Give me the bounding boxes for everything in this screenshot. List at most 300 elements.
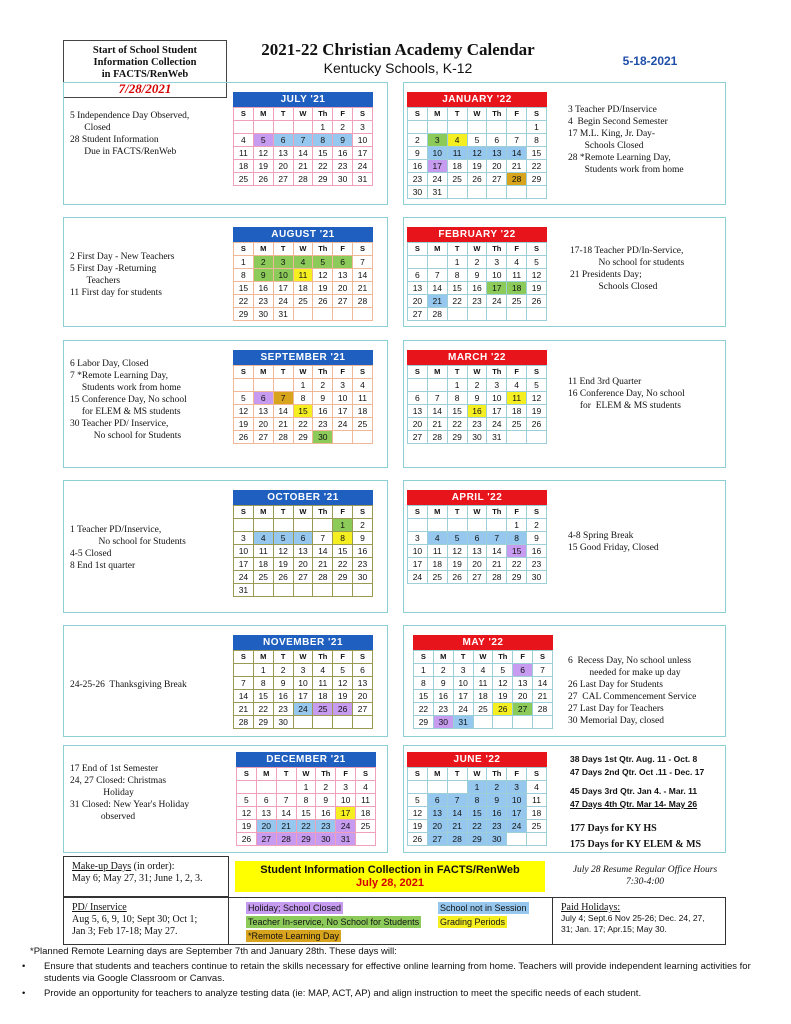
calendar-day: 3: [507, 781, 527, 794]
calendar-day: 4: [473, 664, 493, 677]
notes-april: 4-8 Spring Break 15 Good Friday, Closed: [568, 531, 659, 553]
pd-label: PD/ Inservice: [72, 902, 127, 913]
makeup-label: Make-up Days: [72, 861, 132, 872]
calendar-day: 4: [293, 256, 313, 269]
calendar-day: 25: [507, 418, 527, 431]
calendar-empty-cell: [447, 121, 467, 134]
calendar-day: 4: [427, 532, 447, 545]
calendar-day: 9: [273, 677, 293, 690]
paid-text: July 4; Sept.6 Nov 25-26; Dec. 24, 27, 31; Jan. 17; Apr.15; May 30.: [561, 913, 705, 934]
calendar-day: 8: [447, 392, 467, 405]
calendar-empty-cell: [527, 833, 547, 846]
calendar-day: 12: [447, 545, 467, 558]
weekday-label: S: [408, 243, 428, 256]
calendar-day: 25: [253, 571, 273, 584]
calendar-day: 14: [234, 690, 254, 703]
calendar-day: 26: [253, 173, 273, 186]
calendar-day: 1: [527, 121, 547, 134]
calendar-day: 12: [313, 269, 333, 282]
makeup-suffix: (in order):: [131, 861, 175, 872]
weekday-label: W: [473, 651, 493, 664]
calendar-day: 11: [473, 677, 493, 690]
weekday-label: S: [353, 243, 373, 256]
calendar-day: 26: [527, 295, 547, 308]
weekday-label: S: [234, 108, 254, 121]
calendar-day: 21: [276, 820, 296, 833]
calendar-day: 9: [333, 134, 353, 147]
calendar-day: 1: [293, 379, 313, 392]
calendar-empty-cell: [507, 186, 527, 199]
student-info-line3: in FACTS/RenWeb: [101, 69, 189, 80]
calendar-month: [233, 227, 373, 321]
calendar-day: 11: [507, 392, 527, 405]
calendar-day: 24: [408, 571, 428, 584]
notes-february: 17-18 Teacher PD/In-Service, No school for students 21 Presidents Day; Schools Closed: [570, 246, 685, 292]
calendar-day: 8: [467, 794, 487, 807]
calendar-day: 5: [313, 256, 333, 269]
calendar-day: 26: [313, 295, 333, 308]
calendar-day: 12: [527, 392, 547, 405]
calendar-day: 20: [353, 690, 373, 703]
calendar-day: 29: [253, 716, 273, 729]
calendar-day: 5: [527, 256, 547, 269]
notes-august: 2 First Day - New Teachers 5 First Day -Returning Teachers 11 First day for students: [70, 252, 175, 298]
calendar-day: 28: [293, 173, 313, 186]
calendar-day: 13: [333, 269, 353, 282]
calendar-day: 25: [427, 571, 447, 584]
calendar-empty-cell: [487, 519, 507, 532]
calendar-day: 7: [533, 664, 553, 677]
student-info-line2: Information Collection: [93, 57, 197, 68]
makeup-text: May 6; May 27, 31; June 1, 2, 3.: [72, 873, 203, 884]
calendar-day: 5: [493, 664, 513, 677]
student-info-banner: [235, 861, 545, 892]
calendar-day: 17: [333, 405, 353, 418]
calendar-day: 27: [408, 431, 428, 444]
calendar-day: 29: [234, 308, 254, 321]
weekday-label: W: [467, 366, 487, 379]
calendar-day: 26: [333, 703, 353, 716]
calendar-day: 6: [427, 794, 447, 807]
calendar-empty-cell: [293, 121, 313, 134]
calendar-empty-cell: [507, 121, 527, 134]
calendar-empty-cell: [527, 186, 547, 199]
calendar-day: 18: [527, 807, 547, 820]
calendar-empty-cell: [408, 519, 428, 532]
calendar-day: 14: [353, 269, 373, 282]
weekday-label: T: [273, 243, 293, 256]
month-title: OCTOBER '21: [233, 490, 373, 505]
calendar-day: 29: [507, 571, 527, 584]
calendar-day: 18: [293, 282, 313, 295]
calendar-day: 12: [408, 807, 428, 820]
calendar-empty-cell: [234, 519, 254, 532]
calendar-day: 31: [353, 173, 373, 186]
weekday-label: S: [353, 651, 373, 664]
calendar-day: 24: [353, 160, 373, 173]
calendar-day: 31: [427, 186, 447, 199]
calendar-day: 26: [527, 418, 547, 431]
calendar-day: 4: [507, 256, 527, 269]
calendar-day: 13: [273, 147, 293, 160]
calendar-day: 15: [467, 807, 487, 820]
calendar-day: 25: [356, 820, 376, 833]
weekday-label: T: [447, 506, 467, 519]
calendar-day: 26: [234, 431, 254, 444]
weekday-label: Th: [313, 651, 333, 664]
calendar-day: 5: [273, 532, 293, 545]
calendar-day: 11: [427, 545, 447, 558]
calendar-day: 6: [333, 256, 353, 269]
calendar-day: 21: [353, 282, 373, 295]
calendar-day: 2: [253, 256, 273, 269]
weekday-label: S: [234, 651, 254, 664]
weekday-label: F: [513, 651, 533, 664]
month-title: FEBRUARY '22: [407, 227, 547, 242]
calendar-day: 24: [453, 703, 473, 716]
weekday-label: S: [353, 108, 373, 121]
calendar-empty-cell: [253, 121, 273, 134]
calendar-day: 3: [353, 121, 373, 134]
calendar-empty-cell: [487, 186, 507, 199]
calendar-day: 5: [447, 532, 467, 545]
calendar-day: 27: [256, 833, 276, 846]
calendar-day: 20: [293, 558, 313, 571]
calendar-day: 21: [507, 160, 527, 173]
calendar-empty-cell: [333, 308, 353, 321]
calendar-empty-cell: [237, 781, 257, 794]
calendar-day: 11: [293, 269, 313, 282]
revision-date: 5-18-2021: [622, 54, 678, 68]
weekday-label: S: [408, 506, 428, 519]
calendar-day: 17: [353, 147, 373, 160]
calendar-month: [233, 350, 373, 444]
weekday-label: S: [408, 768, 428, 781]
calendar-day: 23: [273, 703, 293, 716]
weekday-label: T: [447, 366, 467, 379]
calendar-month: [407, 490, 547, 584]
weekday-label: S: [234, 366, 254, 379]
month-title: JANUARY '22: [407, 92, 547, 107]
calendar-empty-cell: [427, 781, 447, 794]
calendar-day: 20: [408, 295, 428, 308]
calendar-day: 19: [467, 160, 487, 173]
calendar-day: 25: [473, 703, 493, 716]
calendar-empty-cell: [234, 379, 254, 392]
calendar-day: 9: [527, 532, 547, 545]
calendar-day: 2: [527, 519, 547, 532]
calendar-month: [236, 752, 376, 846]
calendar-day: 14: [293, 147, 313, 160]
calendar-day: 24: [333, 418, 353, 431]
paid-holidays-box: [553, 897, 726, 945]
bullet-mark: •: [22, 988, 26, 999]
calendar-day: 11: [353, 392, 373, 405]
stat-q1: 38 Days 1st Qtr. Aug. 11 - Oct. 8: [570, 754, 698, 764]
weekday-label: M: [427, 366, 447, 379]
month-title: AUGUST '21: [233, 227, 373, 242]
weekday-label: S: [414, 651, 434, 664]
calendar-day: 10: [336, 794, 356, 807]
calendar-day: 22: [333, 558, 353, 571]
calendar-day: 3: [273, 256, 293, 269]
calendar-day: 27: [253, 431, 273, 444]
calendar-empty-cell: [353, 431, 373, 444]
calendar-day: 28: [234, 716, 254, 729]
weekday-label: F: [333, 108, 353, 121]
calendar-day: 21: [427, 295, 447, 308]
weekday-label: M: [253, 243, 273, 256]
calendar-empty-cell: [427, 121, 447, 134]
calendar-day: 26: [493, 703, 513, 716]
calendar-day: 7: [293, 134, 313, 147]
calendar-day: 17: [487, 405, 507, 418]
weekday-label: F: [333, 243, 353, 256]
calendar-day: 15: [527, 147, 547, 160]
calendar-day: 16: [487, 807, 507, 820]
calendar-day: 17: [336, 807, 356, 820]
calendar-day: 25: [293, 295, 313, 308]
calendar-day: 11: [507, 269, 527, 282]
calendar-day: 21: [234, 703, 254, 716]
calendar-day: 4: [527, 781, 547, 794]
calendar-empty-cell: [353, 584, 373, 597]
calendar-day: 10: [234, 545, 254, 558]
calendar-day: 19: [234, 418, 254, 431]
calendar-day: 19: [527, 405, 547, 418]
calendar-day: 4: [507, 379, 527, 392]
calendar-day: 27: [408, 308, 428, 321]
calendar-empty-cell: [273, 519, 293, 532]
calendar-day: 25: [527, 820, 547, 833]
weekday-label: T: [453, 651, 473, 664]
calendar-day: 18: [234, 160, 254, 173]
calendar-day: 15: [253, 690, 273, 703]
calendar-day: 16: [316, 807, 336, 820]
calendar-day: 13: [427, 807, 447, 820]
weekday-label: F: [333, 366, 353, 379]
calendar-day: 12: [333, 677, 353, 690]
notes-november: 24-25-26 Thanksgiving Break: [70, 680, 187, 690]
calendar-day: 26: [237, 833, 257, 846]
calendar-day: 17: [234, 558, 254, 571]
calendar-day: 5: [467, 134, 487, 147]
calendar-day: 2: [313, 379, 333, 392]
calendar-day: 15: [507, 545, 527, 558]
calendar-day: 6: [353, 664, 373, 677]
footer-bullet-2: [22, 988, 774, 1000]
weekday-label: F: [507, 243, 527, 256]
calendar-day: 29: [293, 431, 313, 444]
weekday-label: Th: [313, 108, 333, 121]
calendar-day: 20: [256, 820, 276, 833]
calendar-day: 17: [408, 558, 428, 571]
calendar-month: [407, 752, 547, 846]
footer-intro: *Planned Remote Learning days are September 7th and January 28th. These days will:: [30, 946, 397, 957]
calendar-day: 18: [447, 160, 467, 173]
calendar-day: 2: [487, 781, 507, 794]
calendar-day: 23: [433, 703, 453, 716]
calendar-day: 30: [408, 186, 428, 199]
calendar-empty-cell: [447, 519, 467, 532]
calendar-day: 26: [467, 173, 487, 186]
calendar-day: 10: [453, 677, 473, 690]
weekday-label: S: [527, 768, 547, 781]
month-title: DECEMBER '21: [236, 752, 376, 767]
calendar-day: 22: [293, 418, 313, 431]
calendar-day: 3: [234, 532, 254, 545]
calendar-day: 20: [427, 820, 447, 833]
calendar-day: 8: [253, 677, 273, 690]
calendar-day: 28: [427, 431, 447, 444]
calendar-day: 15: [293, 405, 313, 418]
calendar-day: 21: [447, 820, 467, 833]
calendar-day: 9: [433, 677, 453, 690]
weekday-label: M: [253, 108, 273, 121]
calendar-day: 29: [527, 173, 547, 186]
calendar-month: [233, 92, 373, 186]
calendar-day: 7: [313, 532, 333, 545]
calendar-day: 2: [408, 134, 428, 147]
calendar-day: 21: [273, 418, 293, 431]
calendar-day: 6: [408, 392, 428, 405]
calendar-day: 28: [533, 703, 553, 716]
month-title: MAY '22: [413, 635, 553, 650]
calendar-day: 2: [333, 121, 353, 134]
calendar-day: 5: [253, 134, 273, 147]
weekday-label: T: [273, 506, 293, 519]
calendar-empty-cell: [427, 379, 447, 392]
calendar-day: 7: [234, 677, 254, 690]
calendar-day: 29: [333, 571, 353, 584]
calendar-day: 9: [467, 269, 487, 282]
calendar-day: 25: [234, 173, 254, 186]
calendar-empty-cell: [333, 716, 353, 729]
calendar-day: 19: [253, 160, 273, 173]
calendar-day: 3: [453, 664, 473, 677]
month-title: MARCH '22: [407, 350, 547, 365]
calendar-day: 9: [353, 532, 373, 545]
weekday-label: Th: [493, 651, 513, 664]
stat-q4: 47 Days 4th Qtr. Mar 14- May 26: [570, 799, 698, 809]
calendar-day: 4: [234, 134, 254, 147]
calendar-day: 1: [234, 256, 254, 269]
calendar-day: 28: [507, 173, 527, 186]
calendar-day: 16: [273, 690, 293, 703]
calendar-empty-cell: [313, 584, 333, 597]
calendar-day: 22: [313, 160, 333, 173]
calendar-empty-cell: [507, 308, 527, 321]
calendar-day: 28: [427, 308, 447, 321]
calendar-day: 26: [447, 571, 467, 584]
weekday-label: W: [293, 243, 313, 256]
calendar-day: 3: [427, 134, 447, 147]
calendar-day: 29: [467, 833, 487, 846]
pd-text: Aug 5, 6, 9, 10; Sept 30; Oct 1; Jan 3; Feb 17-18; May 27.: [72, 914, 198, 937]
calendar-day: 6: [256, 794, 276, 807]
calendar-day: 2: [467, 379, 487, 392]
weekday-label: M: [427, 506, 447, 519]
legend-not-in-session: School not in Session: [440, 903, 527, 913]
calendar-empty-cell: [408, 121, 428, 134]
calendar-day: 23: [333, 160, 353, 173]
calendar-day: 1: [467, 781, 487, 794]
calendar-empty-cell: [427, 256, 447, 269]
calendar-day: 14: [313, 545, 333, 558]
weekday-label: F: [507, 768, 527, 781]
calendar-day: 30: [353, 571, 373, 584]
calendar-day: 22: [447, 418, 467, 431]
calendar-day: 1: [253, 664, 273, 677]
calendar-empty-cell: [533, 716, 553, 729]
calendar-day: 6: [487, 134, 507, 147]
weekday-label: W: [293, 651, 313, 664]
calendar-day: 12: [527, 269, 547, 282]
calendar-day: 20: [487, 160, 507, 173]
calendar-day: 17: [293, 690, 313, 703]
calendar-day: 12: [234, 405, 254, 418]
calendar-day: 24: [427, 173, 447, 186]
stat-q2: 47 Days 2nd Qtr. Oct .11 - Dec. 17: [570, 767, 705, 777]
calendar-day: 29: [313, 173, 333, 186]
notes-march: 11 End 3rd Quarter 16 Conference Day, No school for ELEM & MS students: [568, 377, 685, 411]
calendar-day: 18: [313, 690, 333, 703]
calendar-day: 6: [408, 269, 428, 282]
calendar-empty-cell: [487, 308, 507, 321]
weekday-label: W: [467, 506, 487, 519]
weekday-label: S: [533, 651, 553, 664]
calendar-day: 20: [333, 282, 353, 295]
calendar-day: 8: [447, 269, 467, 282]
calendar-day: 28: [353, 295, 373, 308]
calendar-day: 15: [447, 282, 467, 295]
calendar-empty-cell: [276, 781, 296, 794]
calendar-day: 26: [408, 833, 428, 846]
calendar-day: 13: [253, 405, 273, 418]
weekday-label: W: [467, 768, 487, 781]
weekday-label: Th: [487, 506, 507, 519]
calendar-day: 31: [273, 308, 293, 321]
calendar-day: 21: [533, 690, 553, 703]
calendar-day: 8: [507, 532, 527, 545]
calendar-day: 25: [313, 703, 333, 716]
calendar-day: 9: [316, 794, 336, 807]
calendar-day: 6: [253, 392, 273, 405]
calendar-day: 24: [336, 820, 356, 833]
calendar-day: 16: [527, 545, 547, 558]
calendar-day: 3: [487, 379, 507, 392]
bullet-mark: •: [22, 961, 26, 972]
calendar-day: 3: [487, 256, 507, 269]
quarter-stats: [570, 754, 730, 850]
calendar-day: 23: [408, 173, 428, 186]
calendar-day: 28: [313, 571, 333, 584]
weekday-label: S: [527, 506, 547, 519]
calendar-day: 5: [333, 664, 353, 677]
weekday-label: Th: [313, 506, 333, 519]
weekday-label: W: [467, 243, 487, 256]
calendar-day: 19: [408, 820, 428, 833]
calendar-day: 19: [313, 282, 333, 295]
weekday-label: W: [293, 108, 313, 121]
notes-december: 17 End of 1st Semester 24, 27 Closed: Christmas Holiday 31 Closed: New Year's Holiday observed: [70, 764, 190, 822]
calendar-empty-cell: [507, 833, 527, 846]
calendar-day: 2: [273, 664, 293, 677]
calendar-day: 31: [487, 431, 507, 444]
weekday-label: M: [427, 108, 447, 121]
weekday-label: S: [353, 366, 373, 379]
paid-label: Paid Holidays:: [561, 902, 621, 913]
